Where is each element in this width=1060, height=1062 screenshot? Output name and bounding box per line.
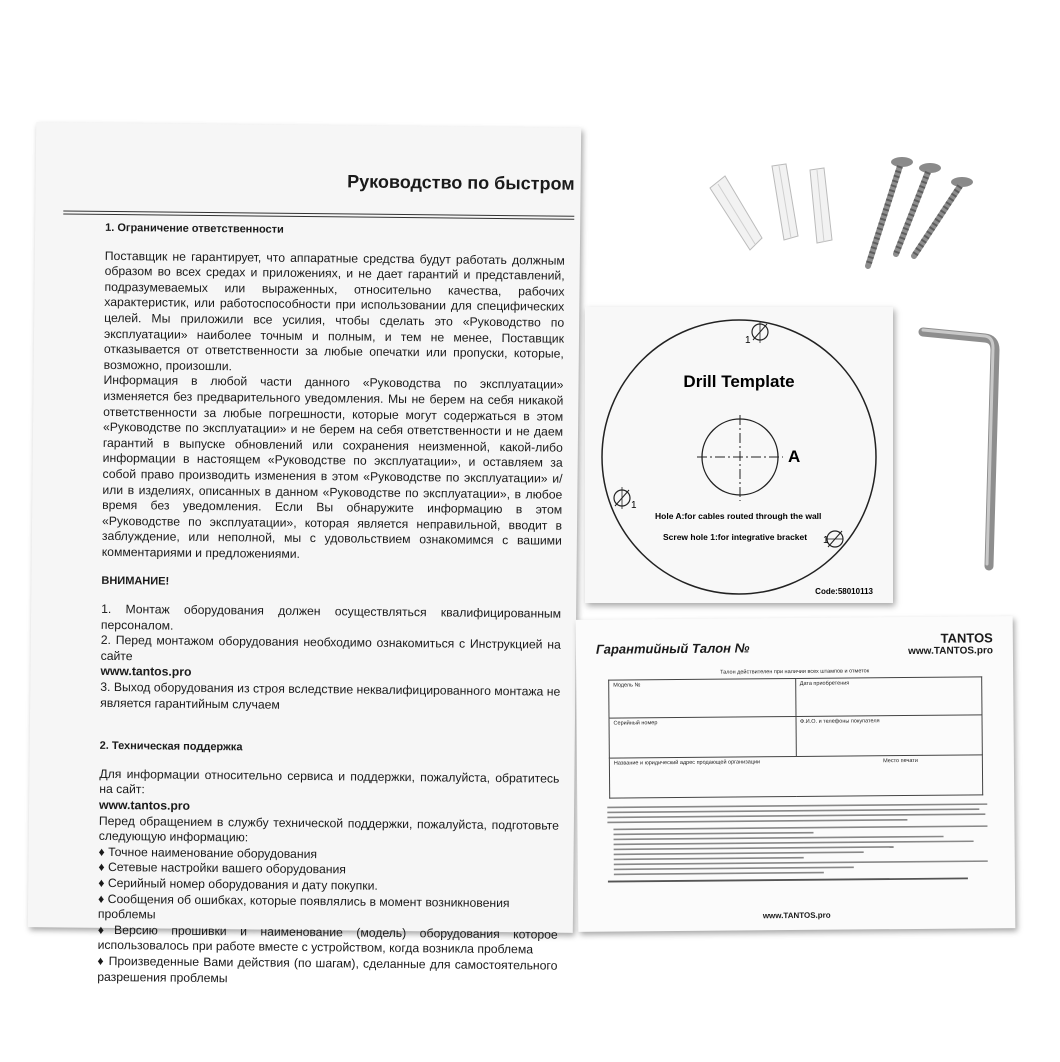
purchase-date-field: Дата приобретения	[795, 677, 982, 717]
wall-plug-icon	[772, 164, 798, 240]
screw-icon	[896, 163, 941, 254]
wall-plug-icon	[710, 176, 762, 250]
warranty-valid-note: Талон действителен при наличии всех штампов и отметок	[720, 668, 870, 676]
warranty-form-table	[608, 676, 983, 798]
section-1-paragraph-1: Поставщик не гарантирует, что аппаратные средства будут работать должным образом во всех средах и приложениях, и не дает гарантий и представлений, подразумеваемых или выраженных, относительно качества, рабочих характеристик, или работоспособности при использовании для специфических целей. Мы приложили все усилия, чтобы сделать это «Руководство по эксплуатации» наиболее точным и полным, и тем не менее, Поставщик отказывается от ответственности за любые опечатки или пропуски, которые, возможно, произошли.	[103, 248, 565, 373]
hole-a-caption: Hole A:for cables routed through the wall	[655, 511, 822, 521]
hex-key-icon	[915, 318, 1005, 578]
attention-heading: ВНИМАНИЕ!	[101, 575, 170, 589]
screw-icon	[868, 157, 913, 266]
screw-hole-caption: Screw hole 1:for integrative bracket	[663, 532, 808, 542]
support-info-list	[97, 845, 558, 990]
section-2-heading: 2. Техническая поддержка	[99, 740, 243, 754]
warranty-fine-print	[607, 801, 993, 904]
section-1-heading: 1. Ограничение ответственности	[105, 221, 284, 236]
support-info-item: ♦ Произведенные Вами действия (по шагам), сделанные для самостоятельного разрешения проблемы	[97, 953, 558, 985]
support-info-item: ♦ Точное наименование оборудования	[98, 844, 318, 861]
manual-body	[97, 221, 565, 990]
hole-a-label: A	[788, 447, 801, 466]
serial-number-field: Серийный номер	[609, 716, 796, 758]
stamp-place-label: Место печати	[883, 757, 918, 765]
section-2-paragraph-1: Для информации относительно сервиса и поддержки, пожалуйста, обратитесь на сайт:	[99, 766, 560, 797]
manual-title: Руководство по быстром	[347, 171, 575, 194]
section-1-paragraph-2: Информация в любой части данного «Руководства по эксплуатации» изменяется без предварительного уведомления. Мы не берем на себя никакой ответственности за любые погрешности, которые могут содержаться в этом «Руководстве по эксплуатации» и не берем на себя ответственности и не даем гарантий в выпуске обновлений или сохранения неизменной, какой-либо информации в настоящем «Руководстве по эксплуатации», и оставляем за собой право производить изменения в этом «Руководстве по эксплуатации» и/или в изделиях, описанных в данном «Руководстве по эксплуатации», в любое время без уведомления. Если Вы обнаружите информацию в этом «Руководстве по эксплуатации», которая является неправильной, вводит в заблуждение, или неполной, мы с удовольствием ознакомимся с вашими комментариями и предложениями.	[101, 373, 564, 561]
attention-item-2-url: www.tantos.pro	[100, 664, 192, 680]
support-info-item: ♦Версию прошивки и наименование (модель) оборудования которое использовалось при работе вместе с устройством, когда возникла проблема	[97, 922, 558, 957]
screw-hole-top-icon	[752, 321, 768, 343]
buyer-field: Ф.И.О. и телефоны покупателя	[795, 715, 982, 757]
drill-template-sheet	[585, 307, 893, 603]
screw-hole-left-icon	[614, 487, 630, 509]
model-field: Модель №	[609, 678, 796, 718]
screw-hole-top-label: 1	[745, 335, 751, 346]
brand-url: www.TANTOS.pro	[908, 645, 993, 658]
support-info-item: ♦ Сетевые настройки вашего оборудования	[98, 860, 346, 877]
wall-plug-icon	[810, 168, 832, 243]
drill-template-drawing	[585, 307, 893, 603]
warranty-card	[576, 616, 1016, 932]
support-info-item: ♦ Сообщения об ошибках, которые появлялись в момент возникновения проблемы	[97, 891, 510, 922]
warranty-brand	[908, 630, 993, 657]
section-2-paragraph-2: Перед обращением в службу технической поддержки, пожалуйста, подготовьте следующую информацию:	[98, 813, 559, 845]
warranty-title: Гарантийный Талон №	[595, 640, 750, 657]
drill-template-title: Drill Template	[683, 372, 795, 391]
warranty-footer-url: www.TANTOS.pro	[762, 910, 831, 921]
attention-item-3: 3. Выход оборудования из строя вследствие неквалифицированного монтажа не является гарантийным случаем	[100, 679, 561, 712]
screw-hole-right-icon	[827, 531, 843, 547]
wall-plugs-and-screws	[700, 148, 1000, 278]
template-code: Code:58010113	[815, 587, 873, 596]
attention-item-2: 2. Перед монтажом оборудования необходимо ознакомиться с Инструкцией на сайте	[100, 633, 561, 664]
seller-label: Название и юридический адрес продающей организации	[613, 759, 761, 767]
brand-name: TANTOS	[940, 630, 993, 646]
seller-field	[609, 755, 982, 798]
support-info-item: ♦ Серийный номер оборудования и дату покупки.	[98, 875, 378, 893]
screw-hole-left-label: 1	[631, 500, 637, 511]
attention-item-1: 1. Монтаж оборудования должен осуществляться квалифицированным персоналом.	[100, 601, 562, 633]
instruction-manual-sheet	[28, 122, 581, 985]
screw-hole-right-label: 1	[823, 535, 829, 546]
support-url: www.tantos.pro	[99, 797, 191, 813]
